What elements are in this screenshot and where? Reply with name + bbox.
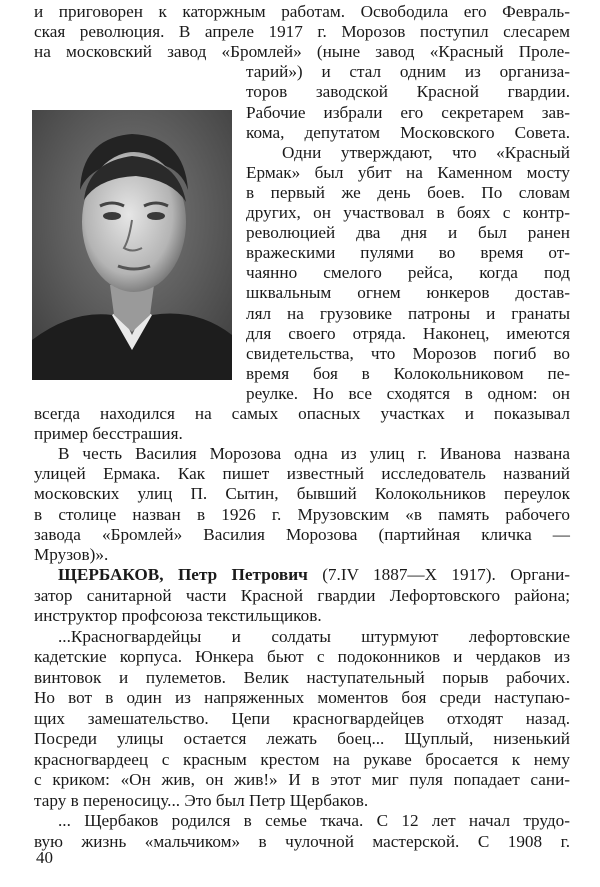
page-number: 40 [36,848,53,867]
text-line: Посреди улицы остается лежать боец... Щуплый, низенький [34,729,570,748]
portrait-image [32,110,232,380]
text-line: чаянно смелого рейса, когда под [246,263,570,283]
text-line: вую жизнь «мальчиком» в чулочной мастерской. С 1908 г. [34,831,570,851]
text-line: завода «Бромлей» Василия Морозова (партийная кличка — [34,524,570,544]
text-line: инструктор профсоюза текстильщиков. [34,606,322,625]
text-line: тару в переносицу... Это был Петр Щербаков. [34,790,369,810]
text-line: затор санитарной части Красной гвардии Лефортовского района; [34,585,570,605]
text-line: тарий») и стал одним из организа- [246,62,570,82]
text-line: красногвардеец с красным крестом на рукаве бросается к нему [34,749,570,769]
text-line: Одни утверждают, что «Красный [282,142,570,162]
text-line: свидетельства, что Морозов погиб во [246,343,570,363]
text-line: московских улиц П. Сытин, бывший Колокольников переулок [34,484,570,504]
text-line: ...Красногвардейцы и солдаты штурмуют лефортовские [58,626,570,646]
text-line: Но вот в один из напряженных моментов боя среди наступаю- [34,688,570,707]
text-line: Мрузов)». [34,544,109,564]
text-line: и приговорен к каторжным работам. Освободила его Февраль- [34,2,570,21]
text-line: в столице назван в 1926 г. Мрузовским «в память рабочего [34,504,570,524]
text-line: торов заводской Красной гвардии. [246,82,570,102]
text-line: ... Щербаков родился в семье ткача. С 12 лет начал трудо- [58,811,570,830]
text-line: улицей Ермака. Как пишет известный исследователь названий [34,464,570,484]
text-line: вражескими пулями во время от- [246,243,570,263]
text-line: с криком: «Он жив, он жив!» И в этот миг пуля попадает сани- [34,770,570,789]
text-line: в первый же день боев. По словам [246,182,570,202]
text-line: всегда находился на самых опасных участках и показывал [34,404,570,423]
entry-heading [58,565,570,585]
text-line: других, он участвовал в боях с контр- [246,203,570,222]
text-line: Ермак» был убит на Каменном мосту [246,162,570,182]
portrait-photo [32,110,232,380]
text-line: ская революция. В апреле 1917 г. Морозов поступил слесарем [34,22,570,42]
text-line: кома, депутатом Московского Совета. [246,122,570,142]
text-line: на московский завод «Бромлей» (ныне завод «Красный Проле- [34,42,570,62]
text-line: лял на грузовике патроны и гранаты [246,303,570,323]
text-line: кадетские корпуса. Юнкера бьют с подоконников и чердаков из [34,647,570,666]
text-line: пример бесстрашия. [34,424,183,444]
text-line: революцией два дня и был ранен [246,223,570,243]
entry-dates: (7.IV 1887—X 1917). Органи- [307,565,570,584]
text-line: время боя в Колокольниковом пе- [246,363,570,383]
text-line: щих замешательство. Цепи красногвардейцев отходят назад. [34,708,570,728]
entry-name: ЩЕРБАКОВ, Петр Петрович [58,565,308,584]
text-line: В честь Василия Морозова одна из улиц г. Иванова названа [58,444,570,464]
text-line: шквальным огнем юнкеров достав- [246,283,570,303]
text-line: Рабочие избрали его секретарем зав- [246,102,570,122]
text-line: реулке. Но все сходятся в одном: он [246,383,570,403]
text-line: винтовок и пулеметов. Велик наступательный порыв рабочих. [34,667,570,687]
text-line: для своего отряда. Наконец, имеются [246,323,570,343]
